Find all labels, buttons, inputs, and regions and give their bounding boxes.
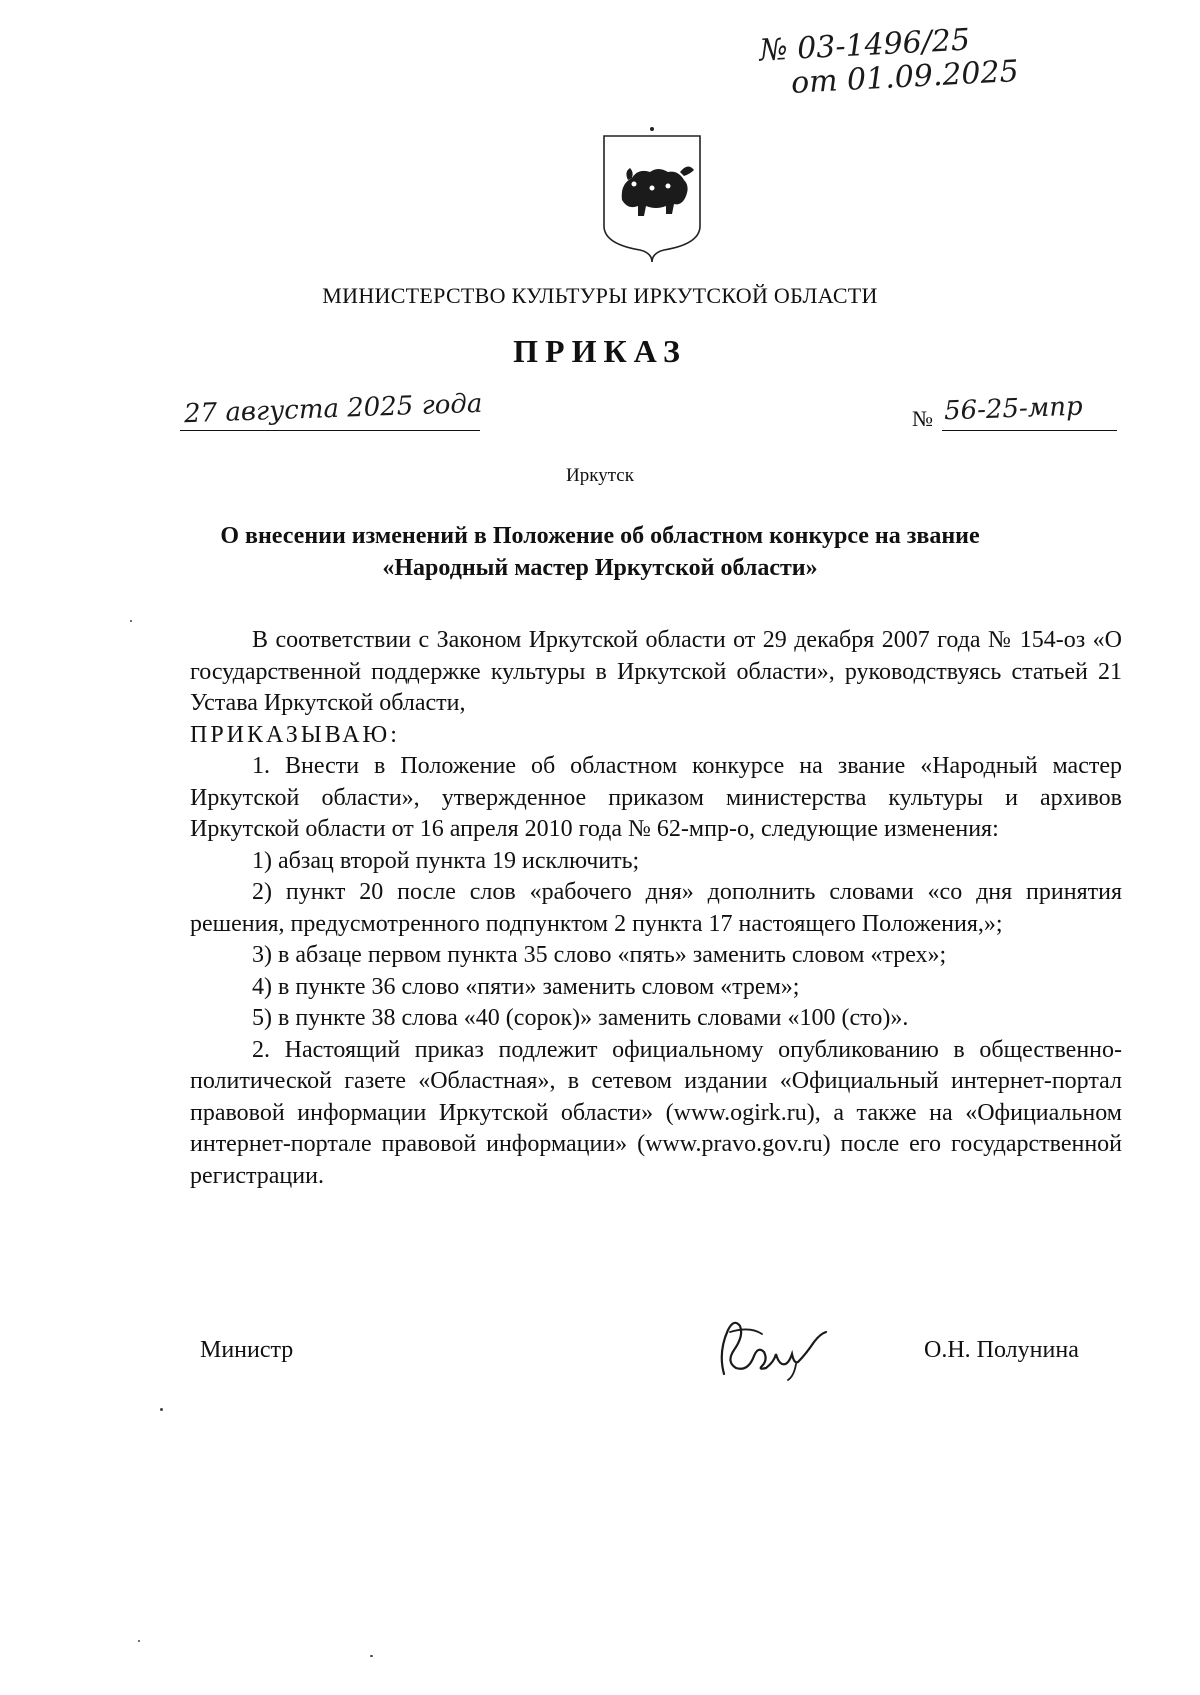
heading-line-1: О внесении изменений в Положение об областном конкурсе на звание [220, 523, 980, 549]
preamble-paragraph: В соответствии с Законом Иркутской области от 29 декабря 2007 года № 154-оз «О государственной поддержке культуры в Иркутской области», руководствуясь статьей 21 Устава Иркутской области, [190, 627, 1122, 716]
subitem-1: 1) абзац второй пункта 19 исключить; [252, 847, 640, 874]
scan-speck [370, 1655, 373, 1657]
order-body [190, 625, 1122, 1192]
number-sign: № [912, 406, 933, 431]
order-number-handwritten: 56-25-мпр [943, 391, 1084, 427]
registration-number: № 03-1496/25 [758, 22, 971, 69]
item-2-paragraph: 2. Настоящий приказ подлежит официальному опубликованию в общественно-политической газете «Областная», в сетевом издании «Официальный интернет-портал правовой информации Иркутской области» (www.ogirk.ru), а также на «Официальном интернет-портале правовой информации» (www.pravo.gov.ru) после его государственной регистрации. [190, 1036, 1122, 1189]
scan-speck [160, 1408, 163, 1411]
subitem-5: 5) в пункте 38 слова «40 (сорок)» заменить словами «100 (сто)». [252, 1005, 909, 1031]
date-underline [180, 430, 480, 431]
order-date [180, 388, 483, 434]
handwritten-signature [710, 1312, 830, 1382]
order-number [912, 391, 1132, 434]
document-type-title: ПРИКАЗ [513, 333, 687, 369]
city: Иркутск [566, 465, 634, 486]
ministry-name: МИНИСТЕРСТВО КУЛЬТУРЫ ИРКУТСКОЙ ОБЛАСТИ [322, 283, 878, 308]
subitem-4: 4) в пункте 36 слово «пяти» заменить словом «трем»; [252, 973, 800, 1000]
registration-date: от 01.09.2025 [790, 53, 1020, 101]
subitem-3: 3) в абзаце первом пункта 35 слово «пять» заменить словом «трех»; [252, 942, 947, 968]
item-1-paragraph: 1. Внести в Положение об областном конкурсе на звание «Народный мастер Иркутской области», утвержденное приказом министерства культуры и архивов Иркутской области от 16 апреля 2010 года № 62-мпр-о, следующие изменения: [190, 753, 1122, 842]
scan-speck [138, 1640, 140, 1642]
number-underline [942, 430, 1117, 431]
signatory-role: Министр [200, 1337, 294, 1363]
registration-note [758, 14, 1161, 103]
subitem-2: 2) пункт 20 после слов «рабочего дня» дополнить словами «со дня принятия решения, предусмотренного подпунктом 2 пункта 17 настоящего Положения,»; [190, 879, 1122, 937]
order-heading [160, 520, 1040, 584]
scan-speck [130, 620, 132, 622]
order-word: ПРИКАЗЫВАЮ: [190, 721, 400, 748]
heading-line-2: «Народный мастер Иркутской области» [382, 555, 818, 581]
order-date-handwritten: 27 августа 2025 года [183, 388, 483, 430]
signatory-name: О.Н. Полунина [924, 1337, 1079, 1363]
irkutsk-coat-of-arms-icon [598, 126, 706, 264]
